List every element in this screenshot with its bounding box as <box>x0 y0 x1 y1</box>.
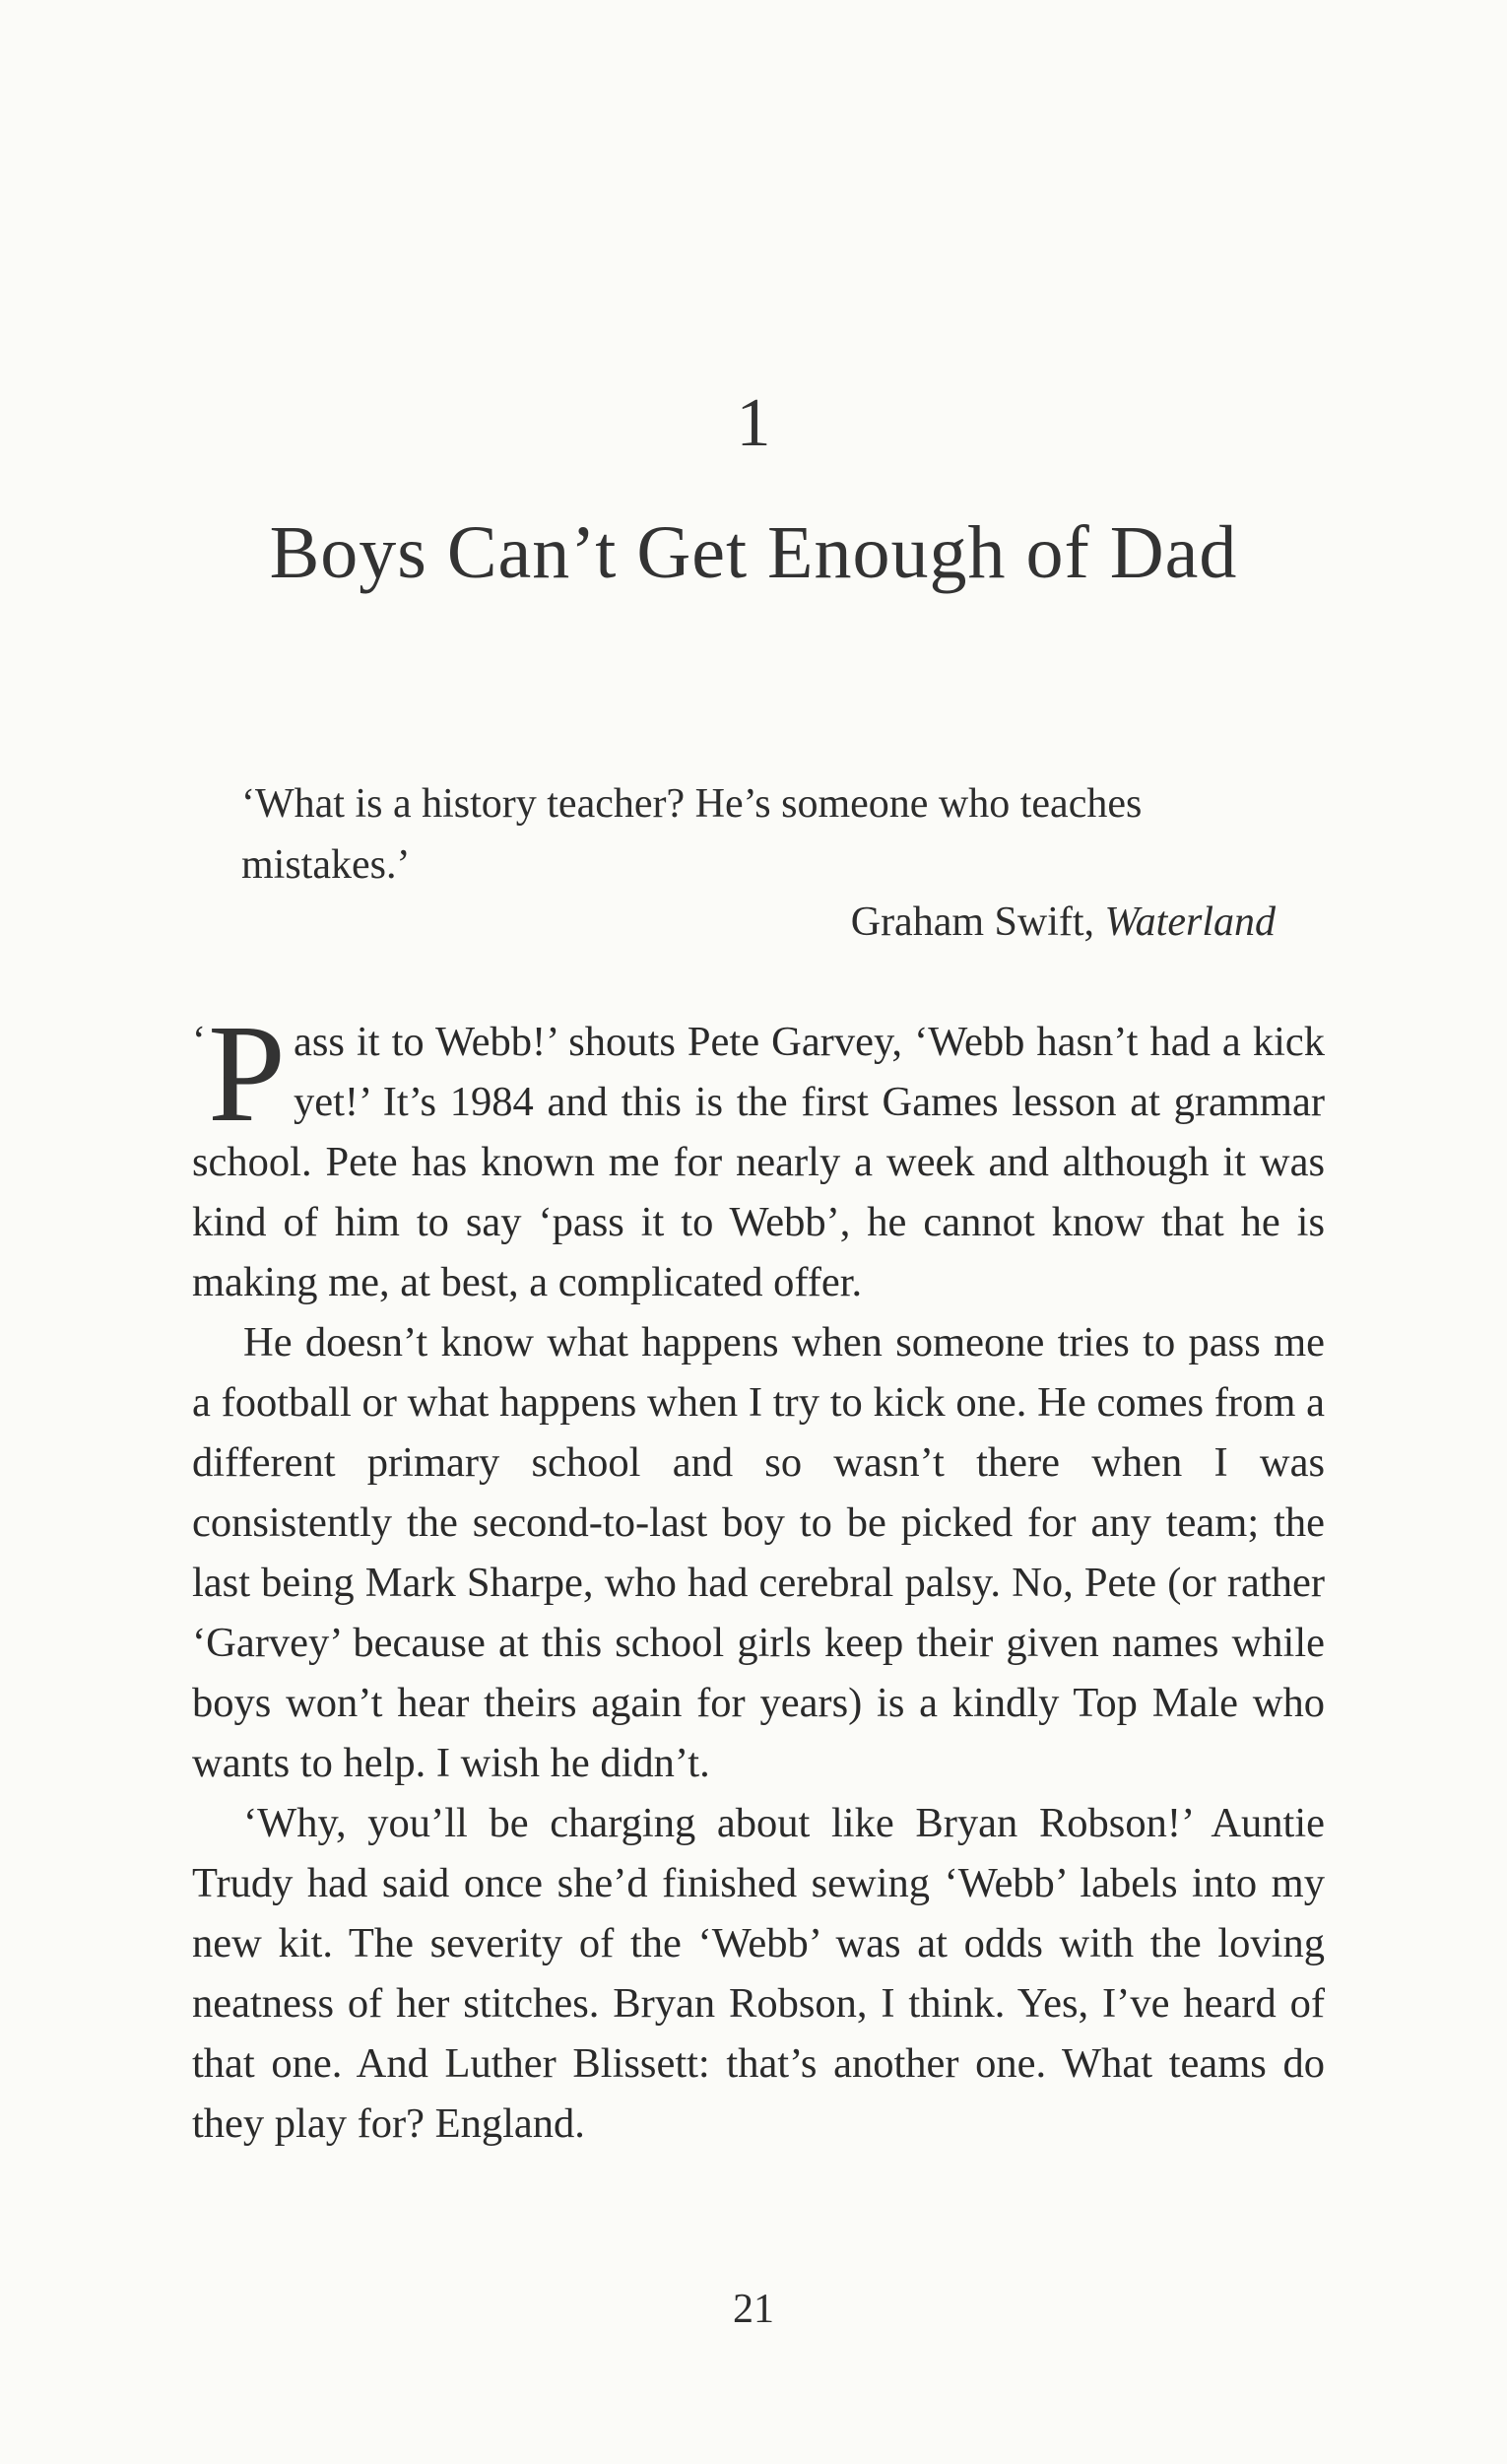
dropcap-letter: P <box>208 995 286 1151</box>
body-text <box>192 995 1325 2154</box>
epigraph-author: Graham Swift, <box>850 899 1095 945</box>
paragraph-3: ‘Why, you’ll be charging about like Bryan Robson!’ Auntie Trudy had said once she’d finished sewing ‘Webb’ labels into my new kit. The severity of the ‘Webb’ was at odds with the loving neatness of her stitches. Bryan Robson, I think. Yes, I’ve heard of that one. And Luther Blissett: that’s another one. What teams do they play for? England. <box>192 1800 1325 2147</box>
epigraph-work: Waterland <box>1104 899 1276 945</box>
epigraph-attribution <box>241 892 1276 953</box>
page-number: 21 <box>733 2287 774 2332</box>
chapter-title: Boys Can’t Get Enough of Dad <box>269 511 1238 594</box>
paragraph-1-text: ass it to Webb!’ shouts Pete Garvey, ‘Webb hasn’t had a kick yet!’ It’s 1984 and this is the first Games lesson at grammar school. Pete has known me for nearly a week and although it was kind of him to say ‘pass it to Webb’, he cannot know that he is making me, at best, a complicated offer. <box>192 1019 1325 1305</box>
paragraph-2: He doesn’t know what happens when someone tries to pass me a football or what happens when I try to kick one. He comes from a different primary school and so wasn’t there when I was consistently the second-to-last boy to be picked for any team; the last being Mark Sharpe, who had cerebral palsy. No, Pete (or rather ‘Garvey’ because at this school girls keep their given names while boys won’t hear theirs again for years) is a kindly Top Male who wants to help. I wish he didn’t. <box>192 1319 1325 1786</box>
paragraph-1 <box>192 995 1325 1312</box>
chapter-number: 1 <box>736 385 771 461</box>
epigraph-quote: ‘What is a history teacher? He’s someone who teaches mistakes.’ <box>241 781 1143 888</box>
dropcap-open-quote: ‘ <box>192 1019 206 1064</box>
